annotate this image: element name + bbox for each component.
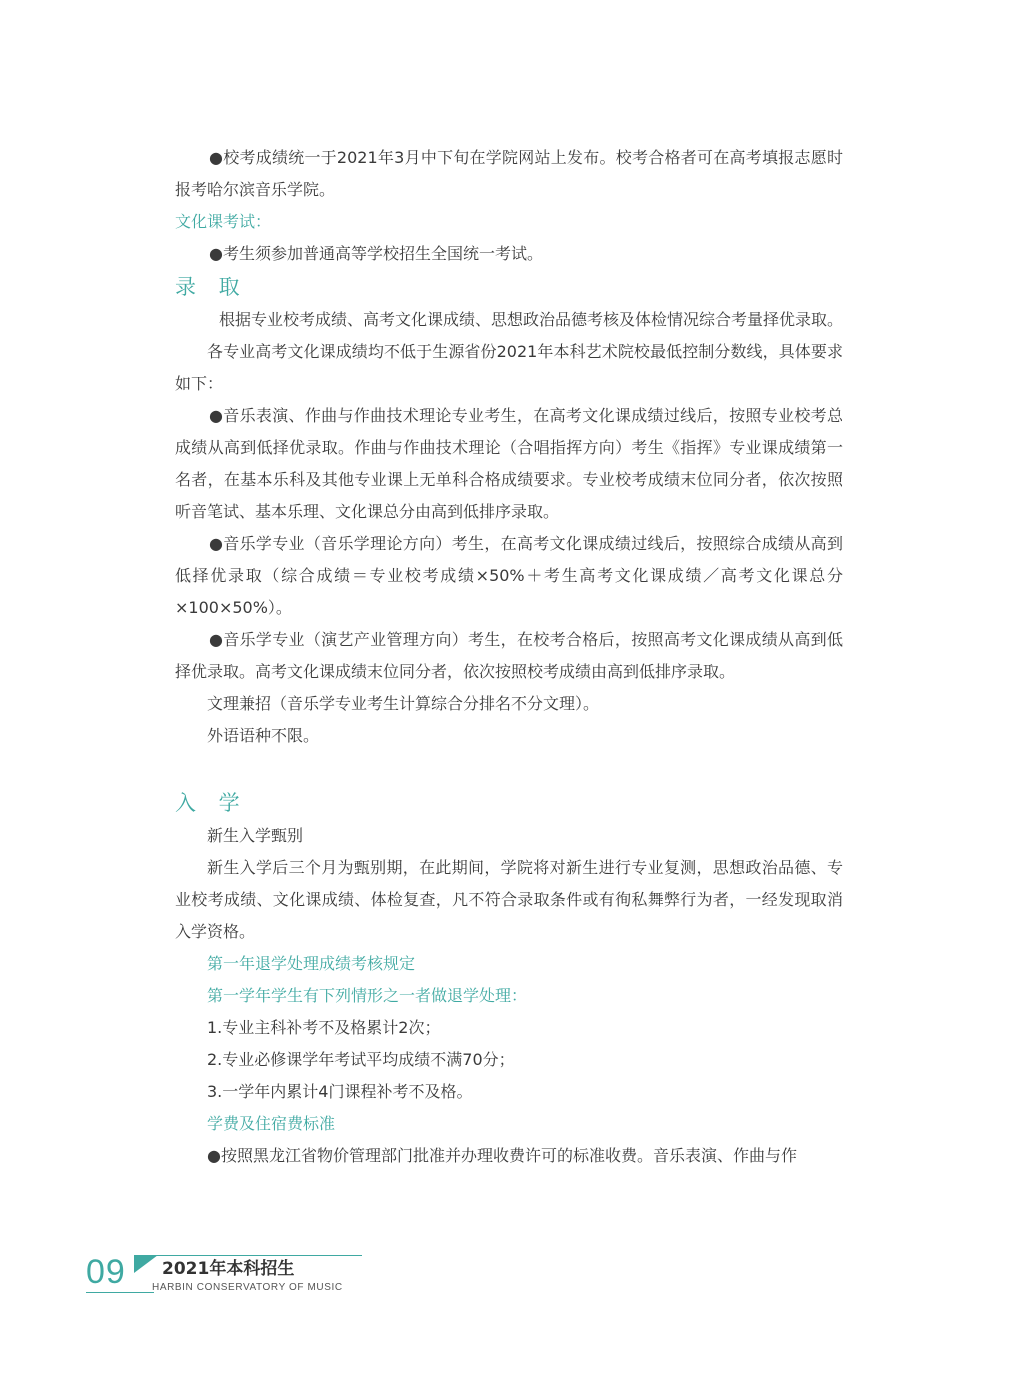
paragraph-arts-management: ●音乐学专业（演艺产业管理方向）考生，在校考合格后，按照高考文化课成绩从高到低择优录取。高考文化课成绩末位同分者，依次按照校考成绩由高到低排序录取。: [175, 630, 843, 681]
paragraph-foreign-language: 外语语种不限。: [207, 726, 320, 745]
footer-title: 2021年本科招生: [162, 1259, 295, 1279]
subheading-dropout-rules: 第一年退学处理成绩考核规定: [207, 954, 416, 973]
paragraph-musicology-theory: ●音乐学专业（音乐学理论方向）考生，在高考文化课成绩过线后，按照综合成绩从高到低择优录取（综合成绩＝专业校考成绩×50%＋考生高考文化课成绩／高考文化课总分×100×50%）。: [175, 534, 843, 617]
section-heading-admission: 录 取: [175, 275, 248, 299]
subheading-tuition: 学费及住宿费标准: [207, 1114, 336, 1133]
paragraph-tuition: ●按照黑龙江省物价管理部门批准并办理收费许可的标准收费。音乐表演、作曲与作: [207, 1146, 797, 1165]
page-content: [175, 142, 843, 1172]
subheading-dropout-conditions: 第一学年学生有下列情形之一者做退学处理：: [207, 986, 528, 1005]
footer-rule-top: [144, 1255, 362, 1256]
spacer: [175, 752, 843, 786]
paragraph-score-release: ●校考成绩统一于2021年3月中下旬在学院网站上发布。校考合格者可在高考填报志愿时报考哈尔滨音乐学院。: [175, 148, 843, 199]
paragraph-min-score: 各专业高考文化课成绩均不低于生源省份2021年本科艺术院校最低控制分数线，具体要求如下：: [175, 342, 843, 393]
subheading-culture-exam: 文化课考试：: [175, 212, 272, 231]
page-number: 09: [86, 1253, 126, 1291]
paragraph-screening-period: 新生入学后三个月为甄别期，在此期间，学院将对新生进行专业复测，思想政治品德、专业校考成绩、文化课成绩、体检复查，凡不符合录取条件或有徇私舞弊行为者，一经发现取消入学资格。: [175, 858, 843, 941]
flag-mark-icon: [134, 1255, 160, 1275]
list-item-3: 3.一学年内累计4门课程补考不及格。: [207, 1082, 473, 1101]
paragraph-gaokao: ●考生须参加普通高等学校招生全国统一考试。: [209, 244, 543, 263]
section-heading-enrollment: 入 学: [175, 791, 248, 815]
footer-subtitle: HARBIN CONSERVATORY OF MUSIC: [152, 1282, 343, 1293]
subheading-screening: 新生入学甄别: [207, 826, 304, 845]
list-item-2: 2.专业必修课学年考试平均成绩不满70分；: [207, 1050, 515, 1069]
footer-rule-bottom: [86, 1292, 154, 1293]
page-footer: [86, 1252, 376, 1302]
paragraph-performance-composition: ●音乐表演、作曲与作曲技术理论专业考生，在高考文化课成绩过线后，按照专业校考总成绩从高到低择优录取。作曲与作曲技术理论（合唱指挥方向）考生《指挥》专业课成绩第一名者，在基本乐科及其他专业课上无单科合格成绩要求。专业校考成绩末位同分者，依次按照听音笔试、基本乐理、文化课总分由高到低排序录取。: [175, 406, 843, 521]
list-item-1: 1.专业主科补考不及格累计2次；: [207, 1018, 441, 1037]
paragraph-arts-science: 文理兼招（音乐学专业考生计算综合分排名不分文理）。: [207, 694, 600, 713]
paragraph-admission-basis: 根据专业校考成绩、高考文化课成绩、思想政治品德考核及体检情况综合考量择优录取。: [219, 310, 844, 329]
